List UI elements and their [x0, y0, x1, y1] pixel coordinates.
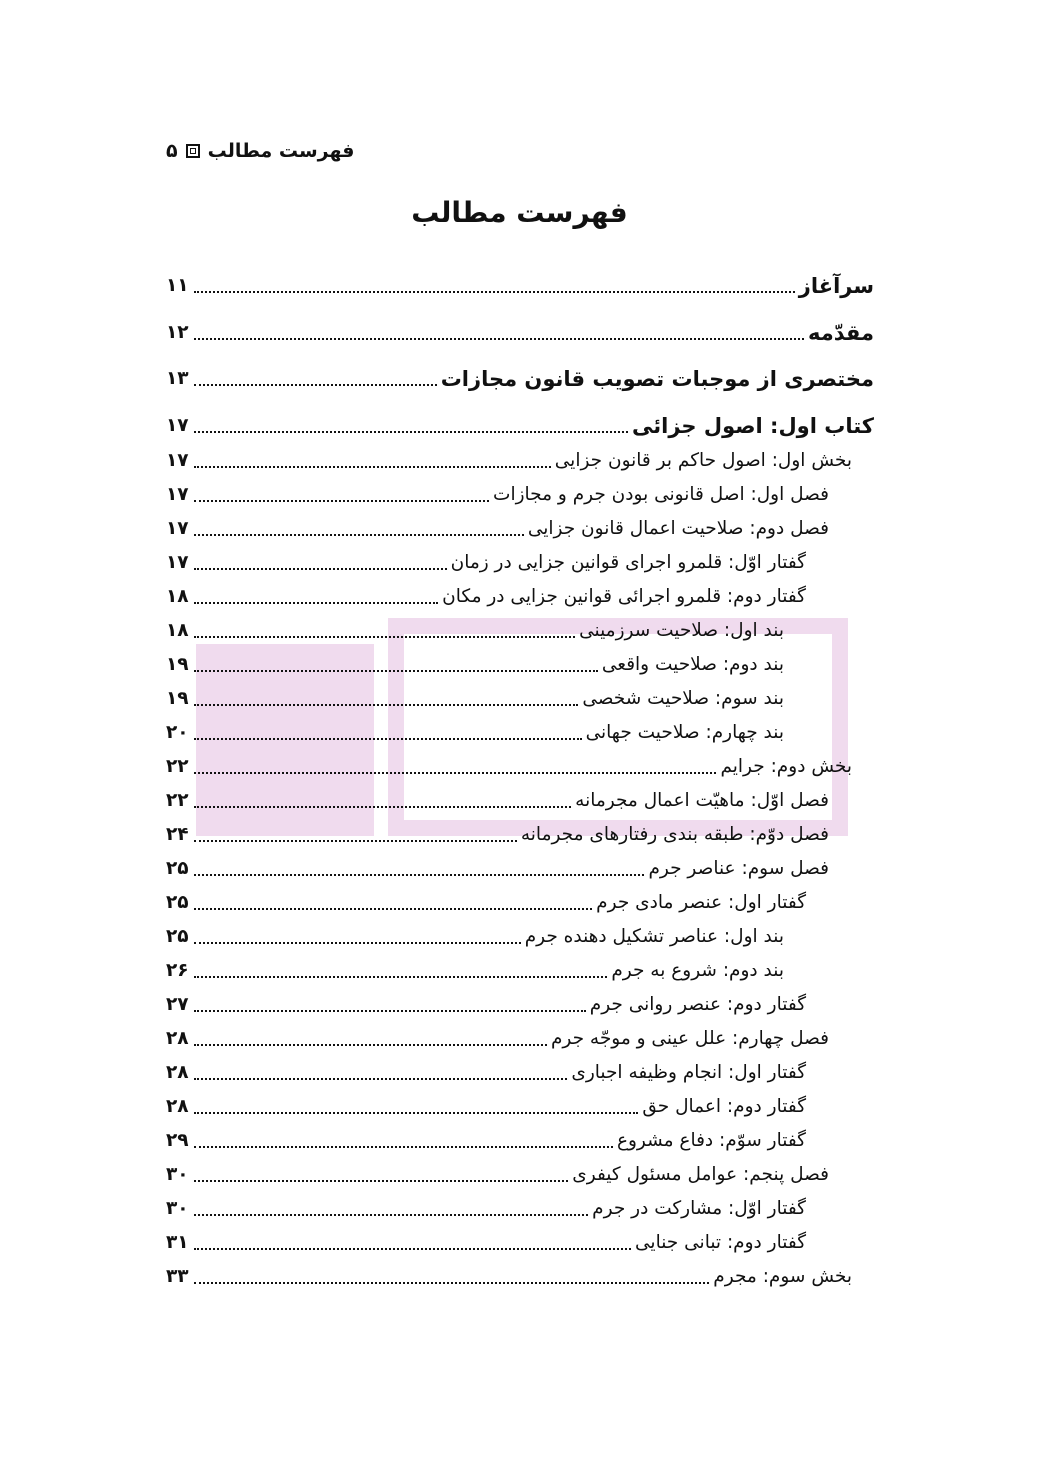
dot-leader	[194, 635, 575, 638]
toc-entry-label: فصل پنجم: عوامل مسئول کیفری	[572, 1164, 829, 1185]
toc-entry[interactable]	[166, 786, 829, 816]
toc-entry-page: ۱۳	[166, 368, 189, 389]
toc-entry-label: کتاب اول: اصول جزائی	[632, 414, 874, 438]
toc-entry[interactable]	[166, 364, 874, 394]
dot-leader	[194, 1145, 613, 1148]
toc-entry[interactable]	[166, 1194, 806, 1224]
dot-leader	[194, 975, 607, 978]
toc-entry-page: ۲۰	[166, 722, 189, 743]
toc-entry[interactable]	[166, 990, 806, 1020]
toc-entry-page: ۱۸	[166, 620, 189, 641]
toc-entry-label: گفتار دوم: قلمرو اجرائی قوانین جزایی در مکان	[442, 586, 806, 607]
page-title: فهرست مطالب	[411, 196, 628, 229]
toc-entry[interactable]	[166, 271, 874, 301]
running-header-page-number: ۵	[166, 140, 178, 162]
dot-leader	[194, 567, 447, 570]
toc-entry-label: بخش دوم: جرایم	[720, 756, 852, 777]
dot-leader	[194, 383, 437, 386]
toc-entry-label: گفتار اول: عنصر مادی جرم	[596, 892, 806, 913]
toc-entry-label: گفتار دوم: تبانی جنایی	[635, 1232, 806, 1253]
toc-entry-page: ۲۲	[166, 756, 189, 777]
dot-leader	[194, 1247, 631, 1250]
toc-entry[interactable]	[166, 1058, 806, 1088]
toc-entry[interactable]	[166, 480, 829, 510]
toc-entry-label: گفتار دوم: عنصر روانی جرم	[589, 994, 806, 1015]
toc-entry-page: ۲۹	[166, 1130, 189, 1151]
toc-entry-label: بند دوم: شروع به جرم	[611, 960, 784, 981]
toc-entry-page: ۲۲	[166, 790, 189, 811]
toc-entry-page: ۲۸	[166, 1096, 189, 1117]
toc-entry-page: ۱۷	[166, 518, 189, 539]
toc-entry-page: ۳۳	[166, 1266, 189, 1287]
toc-entry-label: بخش سوم: مجرم	[713, 1266, 852, 1287]
toc-entry[interactable]	[166, 684, 784, 714]
toc-entry-label: گفتار سوّم: دفاع مشروع	[616, 1130, 806, 1151]
toc-entry[interactable]	[166, 514, 829, 544]
toc-entry-label: فصل سوم: عناصر جرم	[648, 858, 829, 879]
toc-entry[interactable]	[166, 1262, 852, 1292]
toc-entry[interactable]	[166, 922, 784, 952]
dot-leader	[194, 430, 628, 433]
toc-entry[interactable]	[166, 548, 806, 578]
toc-entry-label: فصل دوّم: طبقه بندی رفتارهای مجرمانه	[520, 824, 829, 845]
dot-leader	[194, 290, 795, 293]
toc-entry-page: ۲۵	[166, 926, 189, 947]
toc-entry[interactable]	[166, 411, 874, 441]
toc-entry-page: ۱۸	[166, 586, 189, 607]
toc-entry[interactable]	[166, 318, 874, 348]
toc-entry-page: ۲۸	[166, 1062, 189, 1083]
toc-entry[interactable]	[166, 956, 784, 986]
toc-entry-label: گفتار اوّل: مشارکت در جرم	[592, 1198, 806, 1219]
toc-entry[interactable]	[166, 820, 829, 850]
toc-entry[interactable]	[166, 1228, 806, 1258]
toc-entry[interactable]	[166, 854, 829, 884]
toc-entry-label: فصل دوم: صلاحیت اعمال قانون جزایی	[527, 518, 829, 539]
dot-leader	[194, 1009, 586, 1012]
toc-entry[interactable]	[166, 888, 806, 918]
toc-entry-page: ۲۷	[166, 994, 189, 1015]
toc-entry-page: ۱۷	[166, 450, 189, 471]
toc-entry-label: بند اول: عناصر تشکیل دهنده جرم	[524, 926, 784, 947]
toc-entry[interactable]	[166, 582, 806, 612]
toc-entry-page: ۲۴	[166, 824, 189, 845]
toc-entry-label: فصل چهارم: علل عینی و موجّه جرم	[550, 1028, 829, 1049]
toc-entry-page: ۱۷	[166, 484, 189, 505]
toc-entry-page: ۱۹	[166, 654, 189, 675]
toc-entry-page: ۳۰	[166, 1164, 189, 1185]
dot-leader	[194, 1077, 567, 1080]
dot-leader	[194, 533, 524, 536]
toc-entry-page: ۱۱	[166, 275, 189, 296]
dot-leader	[194, 771, 716, 774]
dot-leader	[194, 1213, 588, 1216]
toc-entry-page: ۱۷	[166, 415, 189, 436]
toc-entry[interactable]	[166, 616, 784, 646]
toc-entry-label: بند سوم: صلاحیت شخصی	[582, 688, 784, 709]
dot-leader	[194, 873, 644, 876]
toc-entry-label: گفتار اوّل: قلمرو اجرای قوانین جزایی در زمان	[450, 552, 806, 573]
dot-leader	[194, 1281, 709, 1284]
dot-leader	[194, 941, 521, 944]
dot-leader	[194, 703, 578, 706]
toc-entry-label: گفتار اول: انجام وظیفه اجباری	[571, 1062, 806, 1083]
dot-leader	[194, 839, 517, 842]
dot-leader	[194, 737, 582, 740]
dot-leader	[194, 1111, 638, 1114]
toc-entry-page: ۲۸	[166, 1028, 189, 1049]
toc-entry-label: بند اول: صلاحیت سرزمینی	[579, 620, 784, 641]
toc-entry-page: ۲۶	[166, 960, 189, 981]
dot-leader	[194, 907, 592, 910]
toc-entry-label: گفتار دوم: اعمال حق	[642, 1096, 806, 1117]
toc-entry[interactable]	[166, 650, 784, 680]
toc-entry[interactable]	[166, 1024, 829, 1054]
toc-entry-page: ۲۵	[166, 858, 189, 879]
dot-leader	[194, 499, 489, 502]
toc-entry[interactable]	[166, 718, 784, 748]
toc-entry[interactable]	[166, 752, 852, 782]
running-header-title: فهرست مطالب	[207, 140, 355, 162]
dot-leader	[194, 601, 438, 604]
dot-leader	[194, 669, 598, 672]
dot-leader	[194, 1043, 547, 1046]
dot-leader	[194, 805, 571, 808]
toc-entry-label: فصل اوّل: ماهیّت اعمال مجرمانه	[575, 790, 829, 811]
toc-entry[interactable]	[166, 1092, 806, 1122]
toc-entry-label: بخش اول: اصول حاکم بر قانون جزایی	[554, 450, 852, 471]
toc-entry-label: مقدّمه	[808, 321, 874, 345]
toc-entry[interactable]	[166, 1126, 806, 1156]
toc-entry-label: بند دوم: صلاحیت واقعی	[601, 654, 784, 675]
toc-entry-label: فصل اول: اصل قانونی بودن جرم و مجازات	[493, 484, 829, 505]
toc-entry-page: ۳۰	[166, 1198, 189, 1219]
toc-entry-page: ۱۷	[166, 552, 189, 573]
toc-entry-page: ۳۱	[166, 1232, 189, 1253]
dot-leader	[194, 1179, 568, 1182]
toc-entry-label: بند چهارم: صلاحیت جهانی	[585, 722, 784, 743]
dot-leader	[194, 465, 551, 468]
toc-entry-label: سرآغاز	[798, 274, 874, 298]
toc-entry[interactable]	[166, 446, 852, 476]
dot-leader	[194, 337, 804, 340]
toc-entry-page: ۱۲	[166, 322, 189, 343]
toc-entry[interactable]	[166, 1160, 829, 1190]
toc-entry-page: ۲۵	[166, 892, 189, 913]
toc-entry-page: ۱۹	[166, 688, 189, 709]
toc-entry-label: مختصری از موجبات تصویب قانون مجازات	[440, 367, 874, 391]
